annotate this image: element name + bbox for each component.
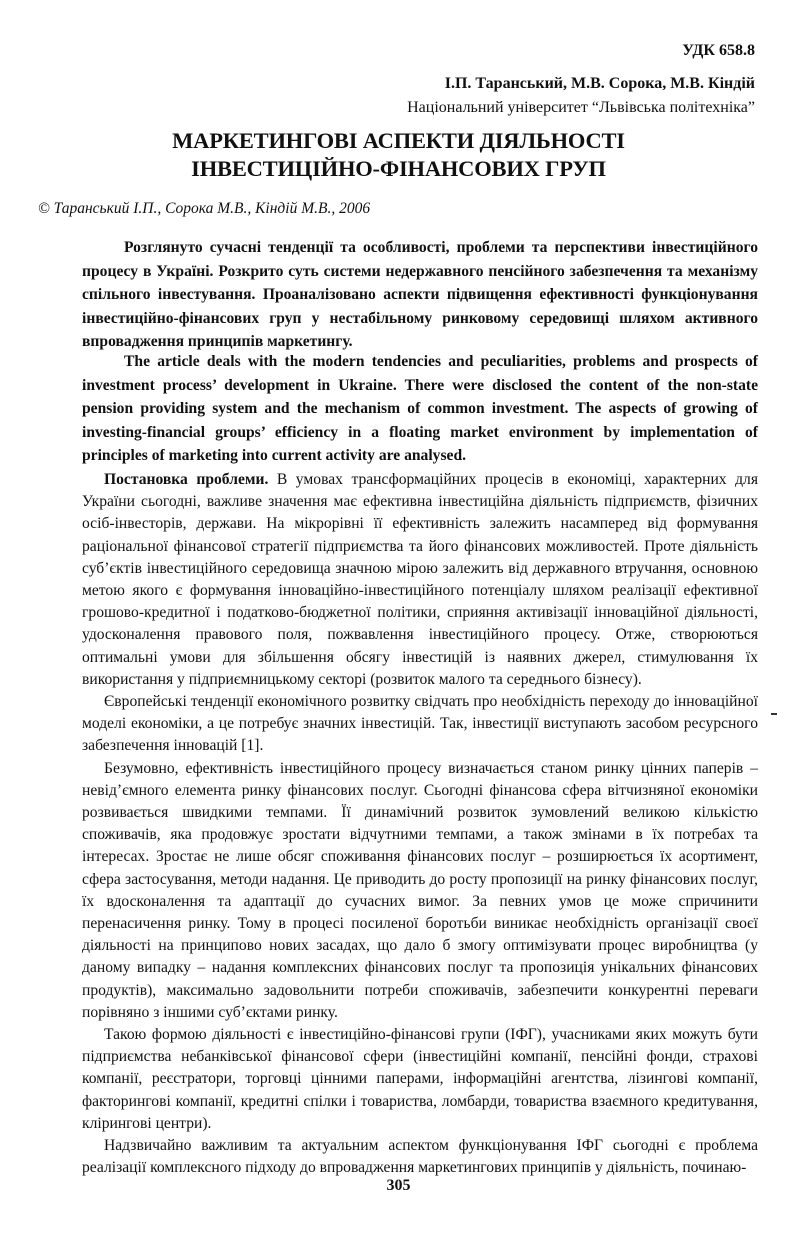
paragraph-1-text: В умовах трансформаційних процесів в економіці, характерних для України сьогодні, важливе значення має ефективна інвестиційна діяльність підприємств, фізичних осіб-інвесторів, держави. На мікрорівні її ефективність залежить насамперед від формування раціональної фінансової стратегії підприємства та його фінансових можливостей. Проте діяльність суб’єктів інвестиційного середовища значною мірою залежить від державного втручання, основною метою якого є формування інноваційно-інвестиційного потенціалу шляхом реалізації ефективної грошово-кредитної і податково-бюджетної політики, сприяння активізації інноваційної діяльності, удосконалення правового поля, пожвавлення інвестиційного процесу. Отже, створюються оптимальні умови для збільшення обсягу інвестицій із наявних джерел, стимулювання їх використання у підприємницькому секторі (розвиток малого та середнього бізнесу). (82, 471, 758, 688)
authors: І.П. Таранський, М.В. Сорока, М.В. Кіндій (444, 75, 755, 92)
title-line-2: ІНВЕСТИЦІЙНО-ФІНАНСОВИХ ГРУП (191, 156, 606, 181)
main-body-text (82, 469, 758, 1180)
paper-title (60, 127, 737, 183)
paragraph-3: Безумовно, ефективність інвестиційного процесу визначається станом ринку цінних паперів – невід’ємного елемента ринку фінансових послуг. Сьогодні фінансова сфера вітчизняної економіки розвивається швидкими темпами. Її динамічний розвиток зумовлений великою кількістю споживачів, яка продовжує зростати відчутними темпами, а також змінами в їх потребах та інтересах. Зростає не лише обсяг споживання фінансових послуг – розширюється їх асортимент, сфера застосування, методи надання. Це приводить до росту пропозиції на ринку фінансових послуг, їх вдосконалення та адаптації до сучасних вимог. За певних умов це може спричинити перенасичення ринку. Тому в процесі посиленої боротьби виникає необхідність організації своєї діяльності на принципово нових засадах, що дало б змогу оптимізувати процес виробництва (у даному випадку – надання комплексних фінансових послуг та пропозиція унікальних фінансових продуктів), максимально задовольнити потреби споживачів, забезпечити конкурентні переваги порівняно з іншими суб’єктами ринку. (82, 759, 758, 1021)
margin-mark (771, 713, 777, 715)
paragraph-2: Європейські тенденції економічного розвитку свідчать про необхідність переходу до інноваційної моделі економіки, а це потребує значних інвестицій. Так, інвестиції виступають засобом ресурсного забезпечення інновацій [1]. (82, 693, 758, 755)
section-heading-inline: Постановка проблеми. (104, 471, 269, 488)
affiliation: Національний університет “Львівська політехніка” (407, 99, 755, 116)
paragraph-problem-statement (82, 469, 758, 691)
abstract-ukrainian (82, 236, 758, 354)
abstract-en-text: The article deals with the modern tendencies and peculiarities, problems and prospects of investment process’ development in Ukraine. There were disclosed the content of the non-state pension providing system and the mechanism of common investment. The aspects of growing of investing-financial groups’ efficiency in a floating market environment by implementation of principles of marketing into current activity are analysed. (82, 353, 758, 464)
abstract-uk-text: Розглянуто сучасні тенденції та особливості, проблеми та перспективи інвестиційного процесу в Україні. Розкрито суть системи недержавного пенсійного забезпечення та механізму спільного інвестування. Проаналізовано аспекти підвищення ефективності функціонування інвестиційно-фінансових груп у нестабільному ринковому середовищі шляхом активного впровадження принципів маркетингу. (82, 239, 758, 350)
paragraph-5: Надзвичайно важливим та актуальним аспектом функціонування ІФГ сьогодні є проблема реалізації комплексного підходу до впровадження маркетингових принципів у діяльність, починаю- (82, 1137, 758, 1177)
copyright-line: © Таранський І.П., Сорока М.В., Кіндій М.В., 2006 (38, 200, 371, 217)
page-number: 305 (386, 1177, 411, 1194)
paragraph-4: Такою формою діяльності є інвестиційно-фінансові групи (ІФГ), учасниками яких можуть бути підприємства небанківської фінансової сфери (інвестиційні компанії, пенсійні фонди, страхові компанії, реєстратори, торговці цінними паперами, інформаційні агентства, лізингові компанії, факторингові компанії, кредитні спілки і товариства, ломбарди, товариства взаємного кредитування, клірингові центри). (82, 1026, 758, 1132)
title-line-1: МАРКЕТИНГОВІ АСПЕКТИ ДІЯЛЬНОСТІ (172, 128, 625, 153)
abstract-english (82, 350, 758, 468)
udc-code: УДК 658.8 (682, 42, 755, 59)
